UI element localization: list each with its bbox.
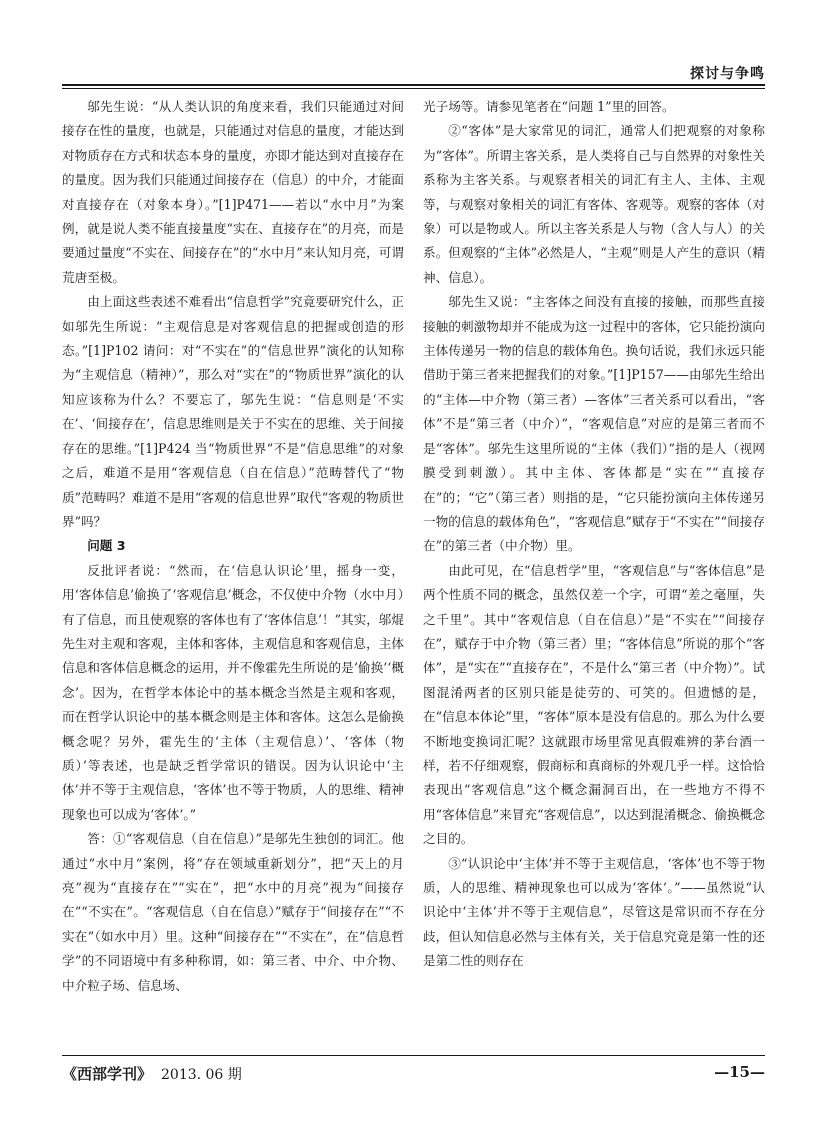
header-rule-thick (62, 84, 765, 86)
right-column (423, 95, 765, 974)
left-column-paragraph: 邬先生说：“从人类认识的角度来看，我们只能通过对间接存在性的量度，也就是，只能通过对信息的量度，才能达到对物质存在方式和状态本身的量度，亦即才能达到对直接存在的量度。因为我们只能通过间接存在（信息）的中介，才能面对直接存在（对象本身）。”[1]P471——若以“水中月”为案例，就是说人类不能直接量度“实在、直接存在”的月亮，而是要通过量度“不实在、间接存在”的“水中月”来认知月亮，可谓荒唐至极。 (62, 99, 404, 285)
right-column-paragraph: 光子场等。请参见笔者在“问题 1”里的回答。 (423, 99, 675, 114)
footer-page-number: —15— (714, 1063, 765, 1081)
section-heading: 问题 3 (87, 538, 126, 554)
right-column-paragraph: ③“认识论中‘主体’并不等于主观信息，‘客体’也不等于物质，人的思维、精神现象也可以成为‘客体’。”——虽然说“认识论中‘主体’并不等于主观信息”，尽管这是常识而不存在分歧，但认知信息必然与主体有关，关于信息究竟是第一性的还是第二性的则存在 (423, 855, 765, 969)
footer-journal-name: 《西部学刊》 (62, 1065, 153, 1083)
left-column-paragraph: 答：①“客观信息（自在信息）”是邬先生独创的词汇。他通过“水中月”案例，将“存在领域重新划分”，把“天上的月亮”视为“直接存在”“实在”，把“水中的月亮”视为“间接存在”“不实在”。“客观信息（自在信息）”赋存于“间接存在”“不实在”（如水中月）里。这种“间接存在”“不实在”，在“信息哲学”的不同语境中有多种称谓，如：第三者、中介、中介物、中介粒子场、信息场、 (62, 831, 404, 993)
left-column-paragraph: 由上面这些表述不难看出“信息哲学”究竟要研究什么，正如邬先生所说：“主观信息是对客观信息的把握或创造的形态。”[1]P102 请问：对“不实在”的“信息世界”演化的认知称为“主观信息（精神）”，那么对“实在”的“物质世界”演化的认知应该称为什么？不要忘了，邬先生说：“信息则是‘不实在’、‘间接存在’，信息思维则是关于不实在的思维、关于间接存在的思维。”[1]P424 当“物质世界”不是“信息思维”的对象之后，难道不是用“客观信息（自在信息）”范畴替代了“物质”范畴吗？难道不是用“客观的信息世界”取代“客观的物质世界”吗？ (62, 294, 404, 529)
right-column-paragraph: ②“客体”是大家常见的词汇，通常人们把观察的对象称为“客体”。所谓主客关系，是人类将自己与自然界的对象性关系称为主客关系。与观察者相关的词汇有主人、主体、主观等，与观察对象相关的词汇有客体、客观等。观察的客体（对象）可以是物或人。所以主客关系是人与物（含人与人）的关系。但观察的“主体”必然是人，“主观”则是人产生的意识（精神、信息）。 (423, 123, 765, 285)
section-header-title: 探讨与争鸣 (690, 66, 765, 82)
footer-issue: 2013. 06 期 (161, 1067, 242, 1083)
footer-rule (62, 1055, 765, 1056)
left-column (62, 95, 404, 998)
right-column-paragraph: 由此可见，在“信息哲学”里，“客观信息”与“客体信息”是两个性质不同的概念，虽然仅差一个字，可谓“差之毫厘，失之千里”。其中“客观信息（自在信息）”是“不实在”“间接存在”，赋存于中介物（第三者）里；“客体信息”所说的那个“客体”，是“实在”“直接存在”，不是什么“第三者（中介物）”。试图混淆两者的区别只能是徒劳的、可笑的。但遗憾的是，在“信息本体论”里，“客体”原本是没有信息的。那么为什么要不断地变换词汇呢？这就跟市场里常见真假难辨的茅台酒一样，若不仔细观察，假商标和真商标的外观几乎一样。这恰恰表现出“客观信息”这个概念漏洞百出，在一些地方不得不用“客体信息”来冒充“客观信息”，以达到混淆概念、偷换概念之目的。 (423, 562, 765, 847)
left-column-paragraph: 反批评者说：“然而，在‘信息认识论’里，摇身一变，用‘客体信息’偷换了‘客观信息’概念，不仅使中介物（水中月）有了信息，而且使观察的客体也有了‘客体信息’！”其实，邬焜先生对主观和客观，主体和客体，主观信息和客观信息，主体信息和客体信息概念的运用，并不像霍先生所说的是‘偷换’‘概念’。因为，在哲学本体论中的基本概念当然是主观和客观，而在哲学认识论中的基本概念则是主体和客体。这怎么是偷换概念呢？另外，霍先生的‘主体（主观信息）’、‘客体（物质）’等表述，也是缺乏哲学常识的错误。因为认识论中‘主体’并不等于主观信息，‘客体’也不等于物质，人的思维、精神现象也可以成为‘客体’。” (62, 562, 404, 822)
header-rule-thin (62, 88, 765, 89)
right-column-paragraph: 邬先生又说：“主客体之间没有直接的接触，而那些直接接触的刺激物却并不能成为这一过程中的客体，它只能扮演向主体传递另一物的信息的载体角色。换句话说，我们永远只能借助于第三者来把握我们的对象。”[1]P157——由邬先生给出的“主体—中介物（第三者）—客体”三者关系可以看出，“客体”不是“第三者（中介）”，“客观信息”对应的是第三者而不是“客体”。邬先生这里所说的“主体（我们）”指的是人（视网膜受到刺激）。其中主体、客体都是“实在”“直接存在”的；“它”（第三者）则指的是，“它只能扮演向主体传递另一物的信息的载体角色”，“客观信息”赋存于“不实在”“间接存在”的第三者（中介物）里。 (423, 294, 765, 554)
